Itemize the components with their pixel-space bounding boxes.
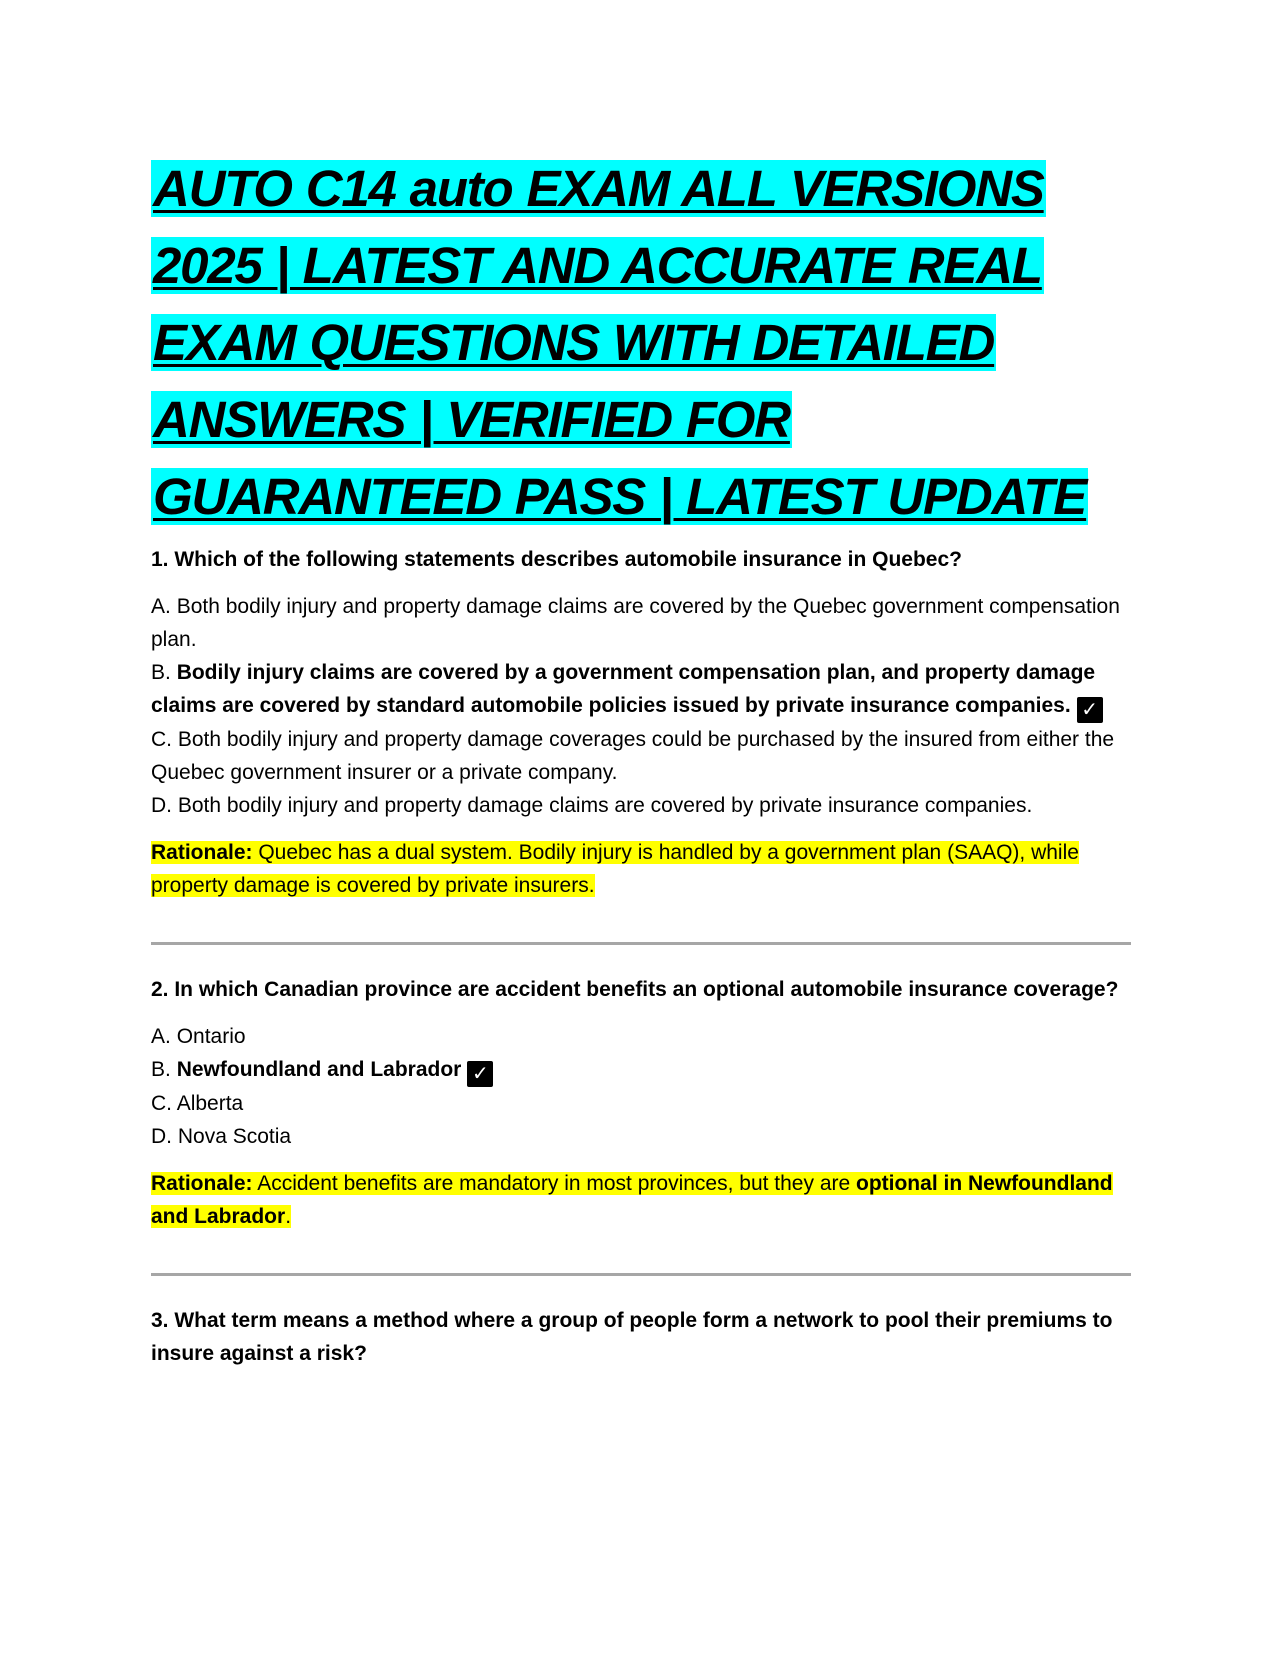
document-page	[151, 150, 1133, 1370]
title-line: 2025 | LATEST AND ACCURATE REAL	[153, 237, 1042, 294]
document-title	[151, 150, 1133, 535]
answer-options	[151, 1020, 1133, 1153]
option-b: B. Newfoundland and Labrador ✓	[151, 1053, 1133, 1087]
question-text: 3. What term means a method where a group of people form a network to pool their premiums to insure against a risk?	[151, 1309, 1113, 1365]
divider	[151, 942, 1131, 945]
question-text: 2. In which Canadian province are accident benefits an optional automobile insurance coverage?	[151, 978, 1119, 1001]
question-2	[151, 973, 1133, 1233]
question-3	[151, 1304, 1133, 1370]
check-mark-icon: ✓	[467, 1061, 493, 1087]
rationale-text: Quebec has a dual system. Bodily injury is handled by a government plan (SAAQ), while property damage is covered by private insurers.	[151, 841, 1079, 897]
rationale	[151, 836, 1133, 902]
rationale	[151, 1167, 1133, 1233]
option-d: D. Both bodily injury and property damage claims are covered by private insurance companies.	[151, 794, 1033, 817]
option-a: A. Ontario	[151, 1025, 246, 1048]
title-line: EXAM QUESTIONS WITH DETAILED	[153, 314, 995, 371]
title-line: AUTO C14 auto EXAM ALL VERSIONS	[153, 160, 1044, 217]
option-d: D. Nova Scotia	[151, 1125, 292, 1148]
option-a: A. Both bodily injury and property damage claims are covered by the Quebec government compensation plan.	[151, 595, 1120, 651]
divider	[151, 1273, 1131, 1276]
correct-answer: Bodily injury claims are covered by a government compensation plan, and property damage claims are covered by standard automobile policies issued by private insurance companies.	[151, 661, 1096, 717]
rationale-emphasis: optional in Newfoundland and Labrador	[151, 1172, 1113, 1228]
rationale-text: Accident benefits are mandatory in most provinces, but they are	[252, 1172, 856, 1195]
rationale-label: Rationale:	[151, 841, 253, 864]
option-c: C. Alberta	[151, 1092, 244, 1115]
rationale-label: Rationale:	[151, 1172, 253, 1195]
title-line: ANSWERS | VERIFIED FOR	[153, 391, 790, 448]
correct-answer: Newfoundland and Labrador	[176, 1058, 462, 1081]
answer-options	[151, 590, 1133, 822]
option-b: B. Bodily injury claims are covered by a government compensation plan, and property damage claims are covered by standard automobile policies issued by private insurance companies. ✓	[151, 656, 1133, 723]
rationale-text-end: .	[285, 1205, 292, 1228]
option-c: C. Both bodily injury and property damage coverages could be purchased by the insured from either the Quebec government insurer or a private company.	[151, 728, 1115, 784]
question-1	[151, 543, 1133, 902]
check-mark-icon: ✓	[1077, 697, 1103, 723]
title-line: GUARANTEED PASS | LATEST UPDATE	[153, 468, 1087, 525]
question-text: 1. Which of the following statements describes automobile insurance in Quebec?	[151, 548, 962, 571]
